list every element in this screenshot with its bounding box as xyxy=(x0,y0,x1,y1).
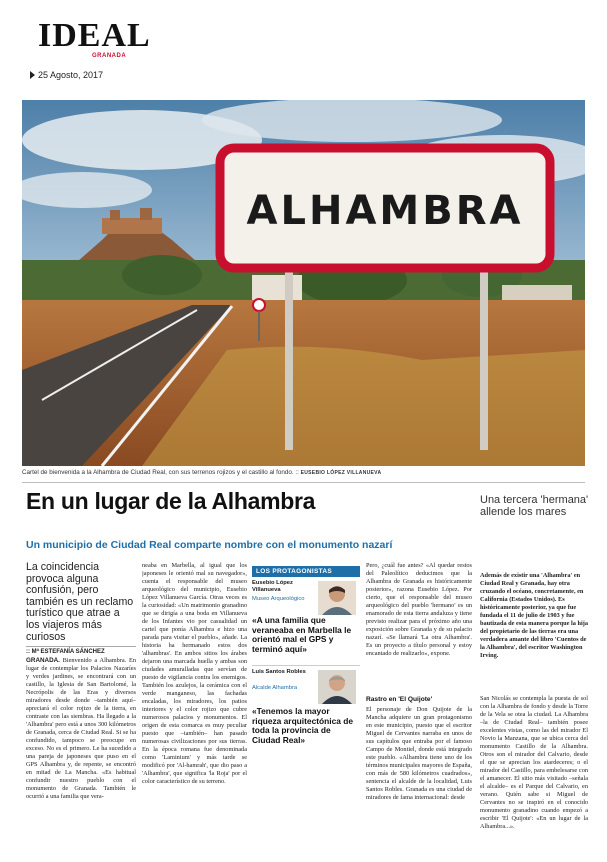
publication-date xyxy=(30,70,103,80)
protagonist-2-quote: «Tenemos la mayor riqueza arquitectónica de toda la provincia de Ciudad Real» xyxy=(252,706,353,745)
edition-label: GRANADA xyxy=(92,53,127,59)
photo-caption xyxy=(22,469,585,476)
caption-text: Cartel de bienvenida a la Alhambra de Ciudad Real, con sus terrenos rojizos y el castillo al fondo. :: xyxy=(22,469,299,476)
protagonist-2-name: Luis Santos Robles xyxy=(252,669,306,675)
protagonist-2-role: Alcalde Alhambra xyxy=(252,685,298,691)
divider xyxy=(22,482,585,483)
byline: :: Mª ESTEFANÍA SÁNCHEZ xyxy=(26,646,136,655)
protagonist-2-portrait xyxy=(318,670,356,704)
portrait-1-icon xyxy=(318,581,356,615)
main-photo xyxy=(22,100,585,466)
article-column-2: neaba en Marbella, al igual que los japoneses le orientó mal su navegador», cuenta el responsable del museo arqueológico del municipio, Eusebio López Villanueva García. Otras veces es la curiosidad: «Un matrimonio granadino que se dirigía a una boda en Villanueva de los Infantes vio por casualidad un cartel que ponía Alhambra e hizo una parada para visitar el pueblo», añade. La historia ha hermanado estos dos 'alhambras'. En ambos sitios los árabes dejaron una marcada huella y ambas son ciudades amuralladas que servían de puesto de vigilancia contra los enemigos. También los azulejos, la cerámica con el verde manganeso, las fachadas encaladas, los miradores, los patios interiores y el color rojizo que cubre numerosos palacios y monumentos. El origen de esta comarca es muy peculiar puesto que –también– han pasado numerosas civilizaciones por sus tierras. En la época romana fue denominada como 'Laminium' y más tarde se modificó por 'Al-hamrah', que dio paso a 'Alhambra', que significa 'la Roja' por el color característico de su terreno. xyxy=(142,562,247,785)
sidebar-title: Una tercera 'hermana' allende los mares xyxy=(480,494,589,518)
protagonist-1-portrait xyxy=(318,581,356,615)
protagonist-1-quote: «A una familia que veraneaba en Marbella le orientó mal el GPS y terminó aquí» xyxy=(252,615,352,654)
article-column-1 xyxy=(26,657,136,857)
protagonists-header: LOS PROTAGONISTAS xyxy=(252,566,360,577)
sidebar-box: Además de existir una 'Alhambra' en Ciudad Real y Granada, hay otra cruzando el océano, concretamente, en California (Estados Unidos). Es históricamente posterior, ya que fue fundada el 11 de julio de 1903 y fue bautizada de esta manera porque la hija del propietario de las tierras era una verdadera amante del libro 'Cuentos de la Alhambra', del escritor Washington Irving. xyxy=(480,572,588,659)
section-subtitle: Rastro en 'El Quijote' xyxy=(366,696,433,703)
date-arrow-icon xyxy=(30,71,35,79)
sidebar-column: San Nicolás se contempla la puesta de sol con la Alhambra de fondo y desde la Torre de la Vela se otea la ciudad. La Alhambra –la de Ciudad Real– también posee excelentes vistas, como las del mirador El Novio la Manzana, que se ubica cerca del monumento Castillo de la Alhambra. Otros son el mirador del Calvario, desde el que se aprecian los atardeceres; o el mirador del Castillo, para embelesarse con el amanecer. El sitio más visitado –señala el alcalde– es el Parque del Calvario, en verano. Quién sabe si Miguel de Cervantes no se inspiró en el conocido monumento granadino cuando empezó a escribir 'El Quijote': «En un lugar de la Alhambra...». xyxy=(480,695,588,830)
date-text: 25 Agosto, 2017 xyxy=(38,70,104,80)
protagonist-1-name: Eusebio López Villanueva xyxy=(252,580,293,593)
headline: En un lugar de la Alhambra xyxy=(26,488,316,514)
protagonists-separator xyxy=(252,665,360,666)
subheadline: Un municipio de Ciudad Real comparte nombre con el monumento nazarí xyxy=(26,539,393,551)
dateline: GRANADA. xyxy=(26,657,60,664)
article-column-3: Pero, ¿cuál fue antes? «Al quedar restos del Paleolítico deducimos que la Alhambra de Granada es históricamente posterior», razona Eusebio López. Por cierto, que el responsable del museo arqueológico del pueblo 'hermano' es un enamorado de esta tierra andaluza y tiene previsto realizar para el próximo año una exposición sobre Granada y de su palacio nazarí. «Se llamará 'La otra Alhambra'. Es un proyecto a título personal y estoy encantado de realizarlo», expone. xyxy=(366,562,472,657)
lead-paragraph: La coincidencia provoca alguna confusión, pero también es un reclamo turístico que atrae a los viajeros más curiosos xyxy=(26,561,134,643)
protagonist-1-role: Museo Arqueológico xyxy=(252,596,305,602)
sign-text: ALHAMBRA xyxy=(246,188,524,234)
portrait-2-icon xyxy=(318,670,356,704)
photo-illustration xyxy=(22,100,585,466)
masthead xyxy=(38,17,151,59)
column-1-text: Bienvenido a Alhambra. En lugar de contemplar los Palacios Nazaríes y verdes jardines, se encontrará con un castillo, la Iglesia de San Bartolomé, la Necrópolis de las Eras y diversos miradores desde donde –también aquí– apreciará el color rojizo de la tierra, en contraste con las siembras. Ha llegado a la 'Alhambra' pero está a unos 300 kilómetros de Granada, cerca de Ciudad Real. Si se ha confundido, tampoco se preocupe en exceso. No es el primero. Le ha sucedido a una pareja de japoneses que puso en el GPS Alhambra y, de repente, se encontró en mitad de La Mancha. «Es habitual confundir nuestro pueblo con el monumento de Granada. También le ocurrió a una familia que vera- xyxy=(26,657,136,800)
photo-credit: EUSEBIO LÓPEZ VILLANUEVA xyxy=(300,470,382,476)
article-column-3b: El personaje de Don Quijote de la Mancha adquiere un gran protagonismo en este municipio, puesto que el escritor Miguel de Cervantes narraba en unos de sus capítulos que entraba por el famoso Campo de Montiel, donde está integrado este pueblo. «Alhambra tiene uno de los términos municipales mayores de España, con más de 580 kilómetros cuadrados», sentencia el alcalde de la localidad, Luis Santos Robles. Granada es una ciudad de miradores de fama internacional: desde xyxy=(366,706,472,801)
newspaper-logo: IDEAL xyxy=(38,17,151,54)
